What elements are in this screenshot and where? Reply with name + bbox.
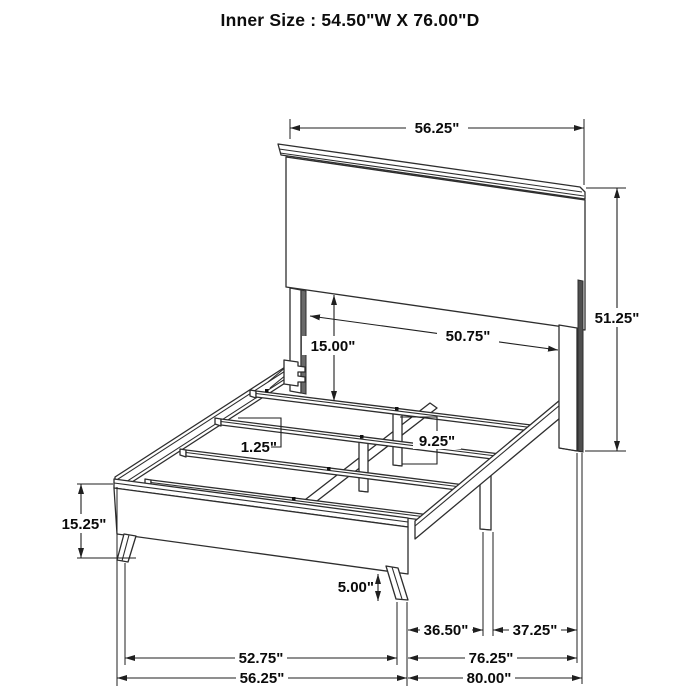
dim-label-overall-depth: 80.00" bbox=[466, 670, 512, 687]
dim-label-front-to-center-leg: 36.50" bbox=[423, 622, 469, 639]
dim-label-top-width: 56.25" bbox=[414, 120, 460, 137]
headboard-side-edge bbox=[578, 280, 583, 452]
slat bbox=[250, 390, 531, 431]
dim-label-footboard-inner-width: 52.75" bbox=[238, 650, 284, 667]
dim-label-headboard-height: 51.25" bbox=[594, 310, 640, 327]
dim-label-footboard-width: 56.25" bbox=[239, 670, 285, 687]
dim-label-leg-height: 5.00" bbox=[337, 579, 374, 596]
dim-label-slat-thickness: 1.25" bbox=[240, 439, 277, 456]
slat bbox=[180, 449, 465, 491]
dim-label-headboard-clearance: 15.00" bbox=[310, 338, 356, 355]
center-support-leg bbox=[393, 413, 402, 466]
dim-label-center-leg-height: 9.25" bbox=[418, 433, 456, 450]
dim-label-center-leg-to-back: 37.25" bbox=[512, 622, 558, 639]
center-support-leg bbox=[359, 440, 368, 492]
dim-label-inner-width: 50.75" bbox=[445, 328, 491, 345]
dim-label-rail-length: 76.25" bbox=[468, 650, 514, 667]
diagram-title: Inner Size : 54.50"W X 76.00"D bbox=[220, 10, 480, 30]
dim-label-footboard-height: 15.25" bbox=[61, 516, 107, 533]
